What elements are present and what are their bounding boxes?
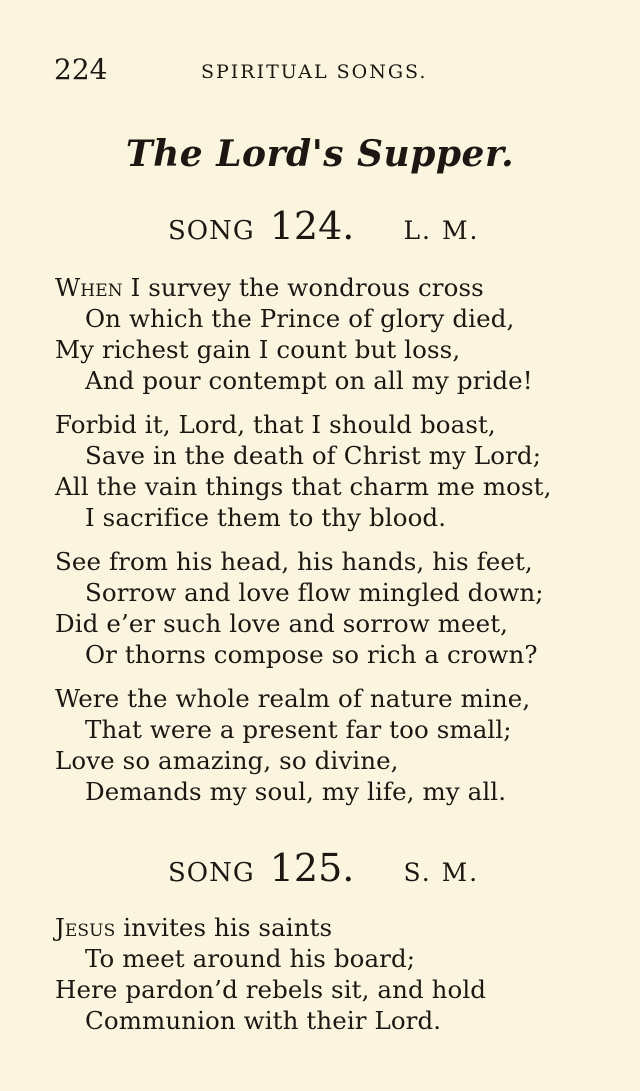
- verse-line: Sorrow and love flow mingled down;: [85, 578, 544, 607]
- verse-line: Were the whole realm of nature mine,: [55, 684, 531, 713]
- verse-line: Communion with their Lord.: [85, 1006, 442, 1035]
- verse-line: That were a present far too small;: [85, 715, 512, 744]
- stanza: [55, 912, 625, 1036]
- song-label: SONG: [168, 216, 255, 246]
- song-meter: L. M.: [403, 216, 480, 245]
- section-title: The Lord's Supper.: [125, 133, 515, 175]
- verse-line: On which the Prince of glory died,: [85, 304, 515, 333]
- running-head: [54, 52, 484, 88]
- verse-line: [55, 912, 625, 943]
- stanza: [55, 546, 625, 670]
- song-number: 125.: [269, 846, 355, 890]
- song-stanzas: [55, 912, 625, 1049]
- verse-line: [55, 272, 625, 303]
- song-heading: [168, 846, 588, 898]
- verse-line: All the vain things that charm me most,: [55, 472, 552, 501]
- song-label: SONG: [168, 858, 255, 888]
- verse-line: Or thorns compose so rich a crown?: [85, 640, 538, 669]
- verse-line: I sacrifice them to thy blood.: [85, 503, 447, 532]
- verse-line: Did e’er such love and sorrow meet,: [55, 609, 509, 638]
- verse-line: Demands my soul, my life, my all.: [85, 777, 507, 806]
- verse-line: To meet around his board;: [85, 944, 416, 973]
- verse-line: Save in the death of Christ my Lord;: [85, 441, 542, 470]
- song-heading: [168, 204, 588, 256]
- verse-line: Forbid it, Lord, that I should boast,: [55, 410, 496, 439]
- verse-line-rest: I survey the wondrous cross: [122, 273, 484, 302]
- stanza: [55, 409, 625, 533]
- verse-line: And pour contempt on all my pride!: [85, 366, 533, 395]
- verse-line: Love so amazing, so divine,: [55, 746, 399, 775]
- song-stanzas: [55, 272, 625, 820]
- song-number: 124.: [269, 204, 355, 248]
- verse-line: See from his head, his hands, his feet,: [55, 547, 533, 576]
- verse-line-rest: invites his saints: [115, 913, 333, 942]
- stanza: [55, 683, 625, 807]
- stanza: [55, 272, 625, 396]
- verse-first-word: When: [55, 273, 123, 302]
- verse-first-word: Jesus: [55, 913, 116, 942]
- verse-line: Here pardon’d rebels sit, and hold: [55, 975, 487, 1004]
- verse-line: My richest gain I count but loss,: [55, 335, 461, 364]
- running-title: SPIRITUAL SONGS.: [201, 61, 428, 83]
- song-meter: S. M.: [403, 858, 480, 887]
- page-number: 224: [54, 53, 108, 86]
